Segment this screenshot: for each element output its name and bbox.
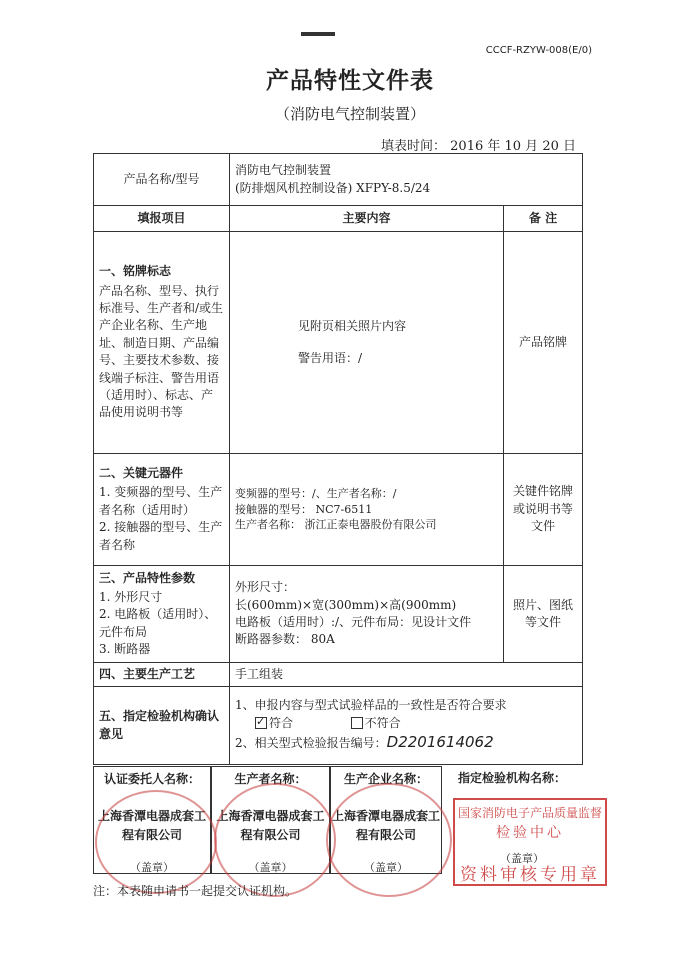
nonconform-checkbox[interactable] — [351, 717, 363, 729]
section-2-item — [94, 454, 230, 566]
section-4-row — [94, 663, 583, 687]
factory-seal: （盖章） — [364, 861, 408, 874]
conform-label: 符合 — [269, 715, 294, 730]
section-5-row — [94, 687, 583, 765]
product-row — [94, 154, 583, 206]
header-content: 主要内容 — [230, 206, 504, 232]
producer-label: 生产者名称： — [234, 772, 307, 786]
section-3-desc-3: 3. 断路器 — [99, 642, 151, 657]
section-2-content — [230, 454, 504, 566]
section-5-line-1: 1、申报内容与型式试验样品的一致性是否符合要求 — [235, 698, 507, 713]
section-3-content-3: 电路板（适用时）:/、元件布局：见设计文件 — [235, 615, 472, 629]
section-2-content-1: 变频器的型号：/、生产者名称：/ — [235, 486, 397, 500]
agency-seal: （盖章） — [500, 852, 544, 865]
product-characteristics-table — [93, 153, 583, 765]
section-3-content-1: 外形尺寸： — [235, 580, 296, 595]
section-1-content-1: 见附页相关照片内容 — [298, 319, 407, 334]
section-2-title: 二、关键元器件 — [99, 466, 184, 481]
header-row — [94, 206, 583, 232]
section-1-row — [94, 232, 583, 454]
client-name: 上海香潭电器成套工程有限公司 — [97, 809, 206, 843]
section-1-desc: 产品名称、型号、执行标准号、生产者和/或生产企业名称、生产地址、制造日期、产品编号、主要技术参数、接线端子标注、警告用语（适用时）、标志、产品使用说明书等 — [99, 283, 224, 420]
stamp-line-2: 检验中心 — [496, 825, 564, 841]
factory-label: 生产企业名称： — [343, 772, 428, 786]
section-5-line-2 — [235, 732, 577, 754]
nonconform-label: 不符合 — [364, 715, 401, 730]
producer-seal: （盖章） — [248, 861, 293, 874]
product-value — [230, 154, 583, 206]
section-3-desc-2: 2. 电路板（适用时）、元件布局 — [99, 607, 217, 639]
section-3-desc-1: 1. 外形尺寸 — [99, 589, 163, 604]
section-3-content-4: 断路器参数： 80A — [235, 632, 335, 647]
section-1-item — [94, 232, 230, 454]
report-number-label: 2、相关型式检验报告编号： — [235, 736, 387, 751]
factory-name: 上海香潭电器成套工程有限公司 — [331, 809, 440, 843]
red-seal-stamp-2 — [214, 783, 336, 897]
section-2-content-3: 生产者名称： 浙江正泰电器股份有限公司 — [235, 518, 437, 532]
section-2-note: 关键件铭牌或说明书等文件 — [504, 454, 583, 566]
producer-name: 上海香潭电器成套工程有限公司 — [216, 809, 325, 843]
section-4-title: 四、主要生产工艺 — [94, 663, 230, 687]
stamp-line-3: 资料审核专用章 — [460, 865, 600, 885]
header-notes: 备 注 — [504, 206, 583, 232]
section-2-content-2: 接触器的型号： NC7-6511 — [235, 502, 373, 516]
section-3-content-2: 长(600mm)×宽(300mm)×高(900mm) — [235, 597, 457, 612]
agency-label: 指定检验机构名称： — [457, 771, 566, 785]
section-4-content: 手工组装 — [230, 663, 583, 687]
conformity-options — [235, 715, 577, 732]
section-5-title: 五、指定检验机构确认意见 — [94, 687, 230, 765]
product-label: 产品名称/型号 — [94, 154, 230, 206]
section-3-content — [230, 566, 504, 663]
header-item: 填报项目 — [94, 206, 230, 232]
section-1-content — [230, 232, 504, 454]
client-seal: （盖章） — [130, 861, 174, 874]
section-3-note: 照片、图纸等文件 — [504, 566, 583, 663]
conform-checkbox[interactable] — [255, 717, 267, 729]
section-1-note: 产品铭牌 — [504, 232, 583, 454]
section-2-desc-1: 1. 变频器的型号、生产者名称（适用时） — [99, 485, 223, 517]
section-3-title: 三、产品特性参数 — [99, 570, 196, 585]
section-1-content-2: 警告用语：/ — [298, 350, 363, 365]
section-3-row — [94, 566, 583, 663]
section-2-row — [94, 454, 583, 566]
red-seal-stamp-3 — [326, 783, 452, 897]
document-code: CCCF-RZYW-008(E/0) — [485, 45, 592, 56]
section-1-title: 一、铭牌标志 — [99, 264, 172, 279]
product-name: 消防电气控制装置 — [235, 163, 332, 178]
stamp-line-1: 国家消防电子产品质量监督 — [457, 806, 602, 820]
page-title: 产品特性文件表 — [266, 67, 434, 94]
inspection-center-stamp — [453, 798, 607, 886]
section-3-item — [94, 566, 230, 663]
section-5-content — [230, 687, 583, 765]
page-subtitle: （消防电气控制装置） — [274, 105, 425, 123]
report-number: D2201614062 — [386, 733, 494, 752]
red-seal-stamp-1 — [95, 790, 217, 894]
product-model: (防排烟风机控制设备) XFPY-8.5/24 — [235, 180, 431, 195]
footnote: 注：本表随申请书一起提交认证机构。 — [93, 884, 298, 898]
client-label: 认证委托人名称： — [103, 772, 200, 786]
top-mark — [301, 32, 335, 36]
section-2-desc-2: 2. 接触器的型号、生产者名称 — [99, 520, 223, 552]
fill-date: 填表时间： 2016 年 10 月 20 日 — [381, 139, 576, 154]
